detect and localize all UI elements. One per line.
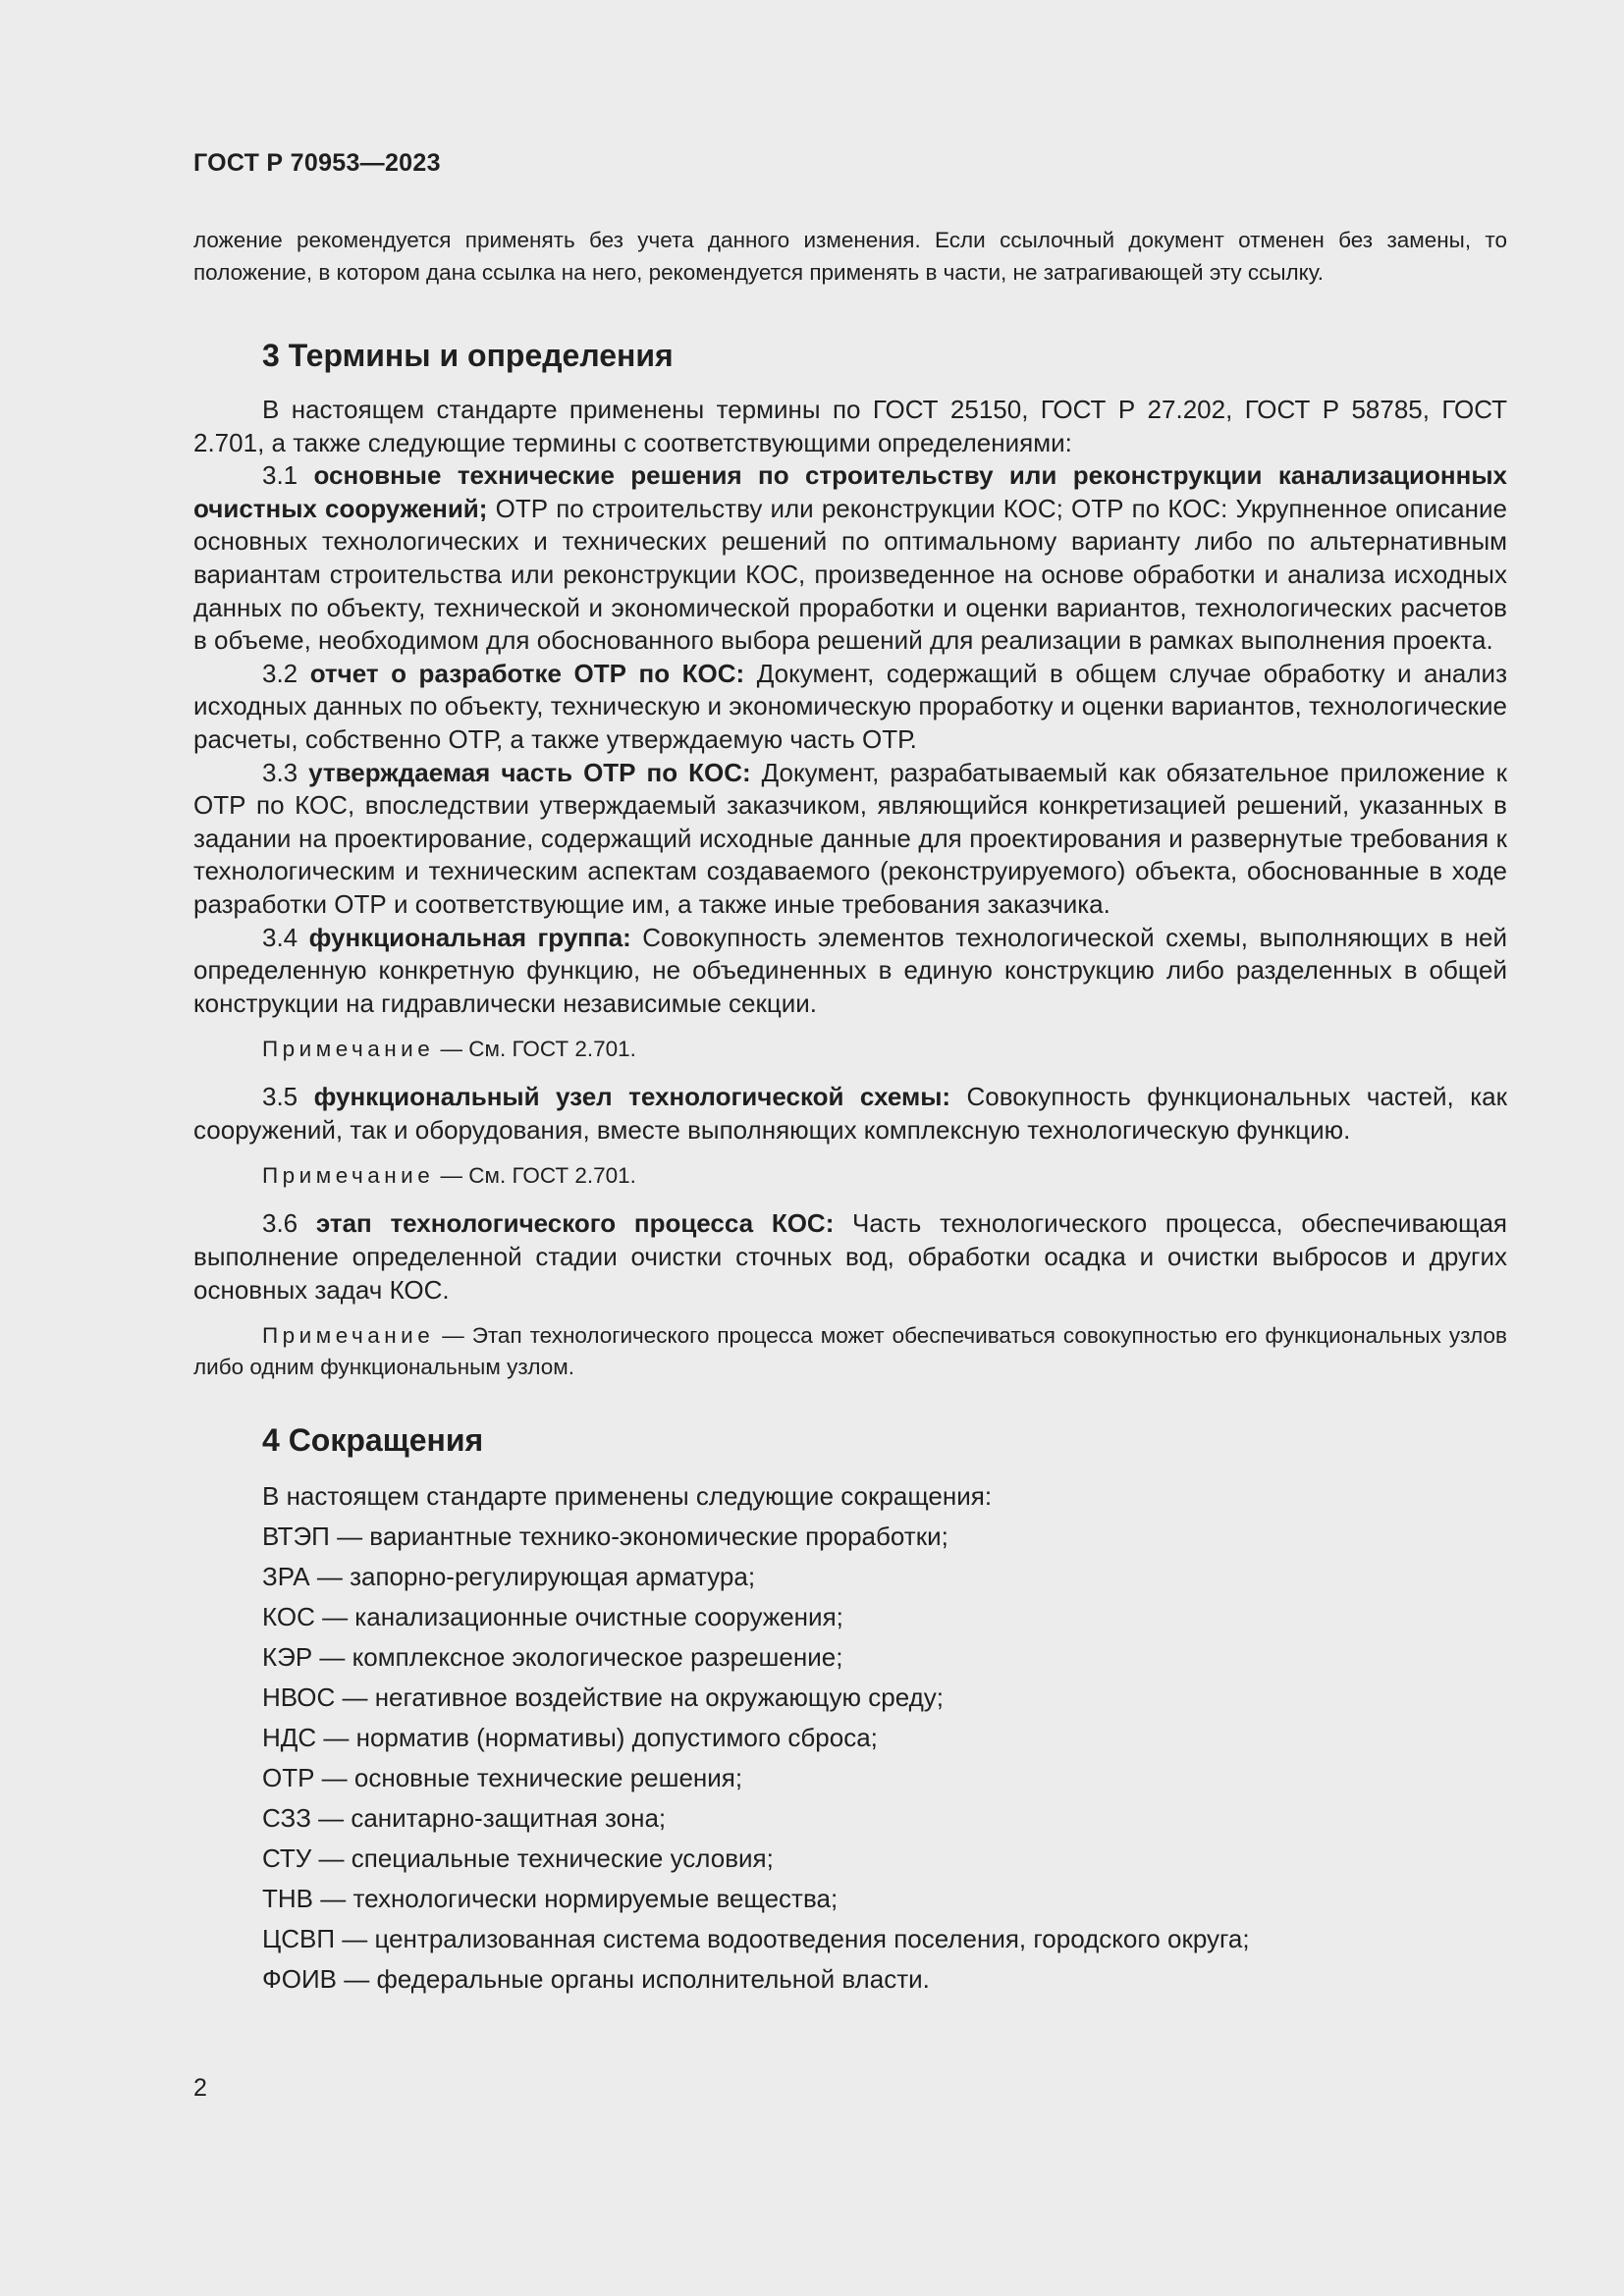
note-3-5 [193, 1160, 1507, 1192]
section-4-heading: 4 Сокращения [262, 1422, 484, 1459]
term-definition: Совокупность элементов технологической схемы, выполняющих в ней определенную конкретную функцию, не объединенных в единую конструкцию либо разделенных в общей конструкции на гидравлически независимые секции. [193, 922, 1507, 1018]
term-number: 3.2 [262, 658, 310, 688]
term-title: утверждаемая часть ОТР по КОС: [308, 757, 751, 787]
term-definition: Совокупность функциональных частей, как сооружений, так и оборудования, вместе выполняющих комплексную технологическую функцию. [193, 1082, 1507, 1145]
term-3-2 [193, 658, 1507, 757]
term-title: функциональный узел технологической схемы: [313, 1082, 951, 1112]
abbreviation-item: ТНВ — технологически нормируемые вещества; [262, 1884, 839, 1914]
term-3-4 [193, 922, 1507, 1021]
term-number: 3.1 [262, 460, 314, 491]
abbreviation-item: ЦСВП — централизованная система водоотведения поселения, городского округа; [262, 1924, 1250, 1954]
note-3-4 [193, 1034, 1507, 1065]
section-3-intro: В настоящем стандарте применены термины по ГОСТ 25150, ГОСТ Р 27.202, ГОСТ Р 58785, ГОСТ 2.701, а также следующие термины с соответствующими определениями: [193, 395, 1507, 457]
page-content [193, 224, 1507, 2000]
note-label: Примечание [262, 1323, 435, 1349]
term-definition: Документ, разрабатываемый как обязательное приложение к ОТР по КОС, впоследствии утверждаемый заказчиком, являющийся конкретизацией решений, указанных в задании на проектирование, содержащий исходные данные для проектирования и развернутые требования к технологическим и техническим аспектам создаваемого (реконструируемого) объекта, обоснованные в ходе разработки ОТР и соответствующие им, а также иные требования заказчика. [193, 757, 1508, 919]
term-title: функциональная группа: [308, 922, 631, 952]
term-definition: Документ, содержащий в общем случае обработку и анализ исходных данных по объекту, техническую и экономическую проработку и оценки вариантов, технологические расчеты, собственно ОТР, а также утверждаемую часть ОТР. [193, 658, 1507, 754]
abbreviation-item: НДС — норматив (нормативы) допустимого сброса; [262, 1723, 878, 1753]
note-text: — См. ГОСТ 2.701. [434, 1037, 636, 1062]
term-definition: ОТР по строительству или реконструкции КОС; ОТР по КОС: Укрупненное описание основных технологических и технических решений по оптимальному варианту либо по альтернативным вариантам строительства или реконструкции КОС, произведенное на основе обработки и анализа исходных данных по объекту, технической и экономической проработки и оценки вариантов, технологических расчетов в объеме, необходимом для обоснованного выбора решений для реализации в рамках выполнения проекта. [193, 493, 1507, 656]
term-title: этап технологического процесса КОС: [315, 1208, 835, 1239]
note-3-6 [193, 1320, 1507, 1383]
term-title: основные технические решения по строительству или реконструкции канализационных очистных сооружений; [193, 460, 1507, 523]
term-number: 3.4 [262, 922, 309, 952]
abbreviation-item: СТУ — специальные технические условия; [262, 1843, 774, 1874]
abbreviation-item: ОТР — основные технические решения; [262, 1763, 743, 1793]
note-label: Примечание [262, 1037, 435, 1062]
abbreviation-item: КЭР — комплексное экологическое разрешение; [262, 1642, 843, 1673]
term-definition: Часть технологического процесса, обеспечивающая выполнение определенной стадии очистки сточных вод, обработки осадка и очистки выбросов и других основных задач КОС. [193, 1208, 1507, 1305]
term-3-1 [193, 459, 1507, 658]
abbreviation-item: НВОС — негативное воздействие на окружающую среду; [262, 1682, 945, 1713]
intro-continuation: ложение рекомендуется применять без учета данного изменения. Если ссылочный документ отменен без замены, то положение, в котором дана ссылка на него, рекомендуется применять в части, не затрагивающей эту ссылку. [193, 228, 1507, 285]
section-3-heading: 3 Термины и определения [262, 338, 674, 373]
term-number: 3.5 [262, 1082, 314, 1112]
abbreviation-list [193, 1517, 1507, 2000]
abbreviation-item: ЗРА — запорно-регулирующая арматура; [262, 1562, 756, 1592]
page-number: 2 [193, 2074, 207, 2102]
term-number: 3.3 [262, 757, 309, 787]
term-3-3 [193, 757, 1507, 922]
note-text: — Этап технологического процесса может обеспечиваться совокупностью его функциональных узлов либо одним функциональным узлом. [193, 1323, 1507, 1380]
abbreviation-item: ВТЭП — вариантные технико-экономические проработки; [262, 1522, 948, 1552]
term-title: отчет о разработке ОТР по КОС: [309, 658, 745, 688]
abbreviation-item: СЗЗ — санитарно-защитная зона; [262, 1803, 667, 1834]
document-code: ГОСТ Р 70953—2023 [193, 149, 441, 177]
abbreviation-item: КОС — канализационные очистные сооружения; [262, 1602, 843, 1632]
abbreviation-item: ФОИВ — федеральные органы исполнительной власти. [262, 1964, 930, 1995]
term-3-6 [193, 1207, 1507, 1307]
section-4-intro: В настоящем стандарте применены следующие сокращения: [262, 1481, 993, 1512]
term-3-5 [193, 1081, 1507, 1147]
note-text: — См. ГОСТ 2.701. [434, 1163, 636, 1189]
note-label: Примечание [262, 1163, 435, 1189]
term-number: 3.6 [262, 1208, 316, 1239]
